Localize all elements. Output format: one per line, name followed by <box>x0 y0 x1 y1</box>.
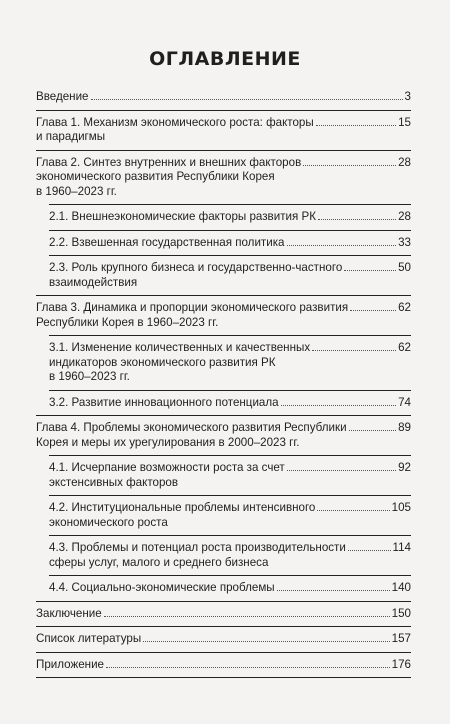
toc-entry-page-number: 140 <box>391 581 411 594</box>
toc-entry-label: 3.1. Изменение количественных и качественных индикаторов экономического развития РК в 1960–2023 гг. <box>49 341 311 383</box>
toc-entry-page-number: 89 <box>398 421 411 434</box>
separator-line <box>49 390 411 391</box>
toc-entry-page-number: 150 <box>391 606 411 620</box>
dot-leader <box>91 99 403 100</box>
toc-entry[interactable] <box>36 658 411 673</box>
separator-line <box>36 295 411 296</box>
toc-entry[interactable] <box>49 210 411 225</box>
dot-leader <box>312 350 396 351</box>
toc-entry-page-number: 3 <box>404 90 411 103</box>
toc-entry-label: 4.2. Институциональные проблемы интенсивного экономического роста <box>49 501 316 529</box>
toc-entry-page-number: 105 <box>391 501 411 514</box>
toc-entry[interactable] <box>36 301 411 330</box>
separator-line <box>49 255 411 256</box>
toc-entry-label: 4.3. Проблемы и потенциал роста производительности сферы услуг, малого и среднего бизнеса <box>49 541 346 569</box>
dot-leader <box>344 270 396 271</box>
toc-entry-label: Глава 1. Механизм экономического роста: факторы и парадигмы <box>36 115 314 143</box>
dot-leader <box>303 165 396 166</box>
toc-entry-label: 4.4. Социально-экономические проблемы <box>49 581 275 594</box>
toc-entry-page-number: 176 <box>391 657 411 671</box>
separator-line <box>49 495 411 496</box>
separator-line <box>49 204 411 205</box>
separator-line <box>49 455 411 456</box>
toc-entry[interactable] <box>49 261 411 290</box>
page-title: ОГЛАВЛЕНИЕ <box>149 48 301 70</box>
toc-entry-page-number: 33 <box>398 235 411 249</box>
toc-entry-label: Заключение <box>36 606 102 620</box>
toc-entry-page-number: 74 <box>398 395 411 409</box>
separator-line <box>36 652 411 653</box>
toc-entry[interactable] <box>36 421 411 450</box>
toc-entry-label: Глава 3. Динамика и пропорции экономического развития Республики Корея в 1960–2023 гг. <box>36 301 349 329</box>
dot-leader <box>317 510 389 511</box>
toc-entry-label: Глава 2. Синтез внутренних и внешних факторов экономического развития Республики Корея в 1960–2023 гг. <box>36 155 302 198</box>
toc-entry[interactable] <box>49 236 411 251</box>
toc-entry[interactable] <box>36 116 411 145</box>
table-of-contents <box>36 90 411 683</box>
dot-leader <box>349 430 397 431</box>
separator-line <box>36 110 411 111</box>
toc-entry-label: 3.2. Развитие инновационного потенциала <box>49 395 279 409</box>
separator-line <box>36 677 411 678</box>
dot-leader <box>350 310 396 311</box>
dot-leader <box>104 616 390 617</box>
toc-entry-label: Приложение <box>36 657 105 671</box>
toc-entry-label: Введение <box>36 90 89 103</box>
toc-entry-label: 2.3. Роль крупного бизнеса и государственно-частного взаимодействия <box>49 261 343 289</box>
toc-entry[interactable] <box>36 90 411 105</box>
dot-leader <box>287 245 397 246</box>
toc-entry-label: 2.2. Взвешенная государственная политика <box>49 235 285 249</box>
separator-line <box>49 575 411 576</box>
toc-entry-page-number: 114 <box>392 541 411 554</box>
toc-entry-page-number: 28 <box>398 155 411 169</box>
separator-line <box>36 150 411 151</box>
dot-leader <box>277 590 390 591</box>
toc-entry-page-number: 15 <box>398 115 411 129</box>
toc-entry[interactable] <box>49 461 411 490</box>
toc-entry-page-number: 62 <box>398 341 411 354</box>
toc-entry-label: Глава 4. Проблемы экономического развития Республики Корея и меры их урегулирования в 2000–2023 гг. <box>36 421 347 449</box>
toc-entry[interactable] <box>49 581 411 596</box>
toc-entry[interactable] <box>49 541 411 570</box>
toc-entry-label: 4.1. Исчерпание возможности роста за счет экстенсивных факторов <box>49 461 285 489</box>
toc-entry[interactable] <box>36 156 411 200</box>
dot-leader <box>348 550 391 551</box>
separator-line <box>36 415 411 416</box>
separator-line <box>49 335 411 336</box>
toc-entry[interactable] <box>49 501 411 530</box>
toc-entry-page-number: 28 <box>398 210 411 223</box>
dot-leader <box>281 405 397 406</box>
dot-leader <box>316 125 396 126</box>
toc-entry[interactable] <box>49 341 411 385</box>
toc-entry-label: 2.1. Внешнеэкономические факторы развития РК <box>49 210 316 223</box>
toc-entry-page-number: 50 <box>398 261 411 274</box>
dot-leader <box>287 470 396 471</box>
separator-line <box>49 535 411 536</box>
toc-entry[interactable] <box>49 396 411 411</box>
toc-entry[interactable] <box>36 607 411 622</box>
dot-leader <box>143 641 389 642</box>
toc-entry-page-number: 92 <box>398 461 411 474</box>
toc-entry-page-number: 157 <box>391 632 411 645</box>
separator-line <box>49 230 411 231</box>
toc-entry[interactable] <box>36 632 411 647</box>
dot-leader <box>318 219 396 220</box>
toc-entry-page-number: 62 <box>398 301 411 314</box>
dot-leader <box>106 667 390 668</box>
separator-line <box>36 626 411 627</box>
separator-line <box>36 601 411 602</box>
toc-entry-label: Список литературы <box>36 632 142 645</box>
